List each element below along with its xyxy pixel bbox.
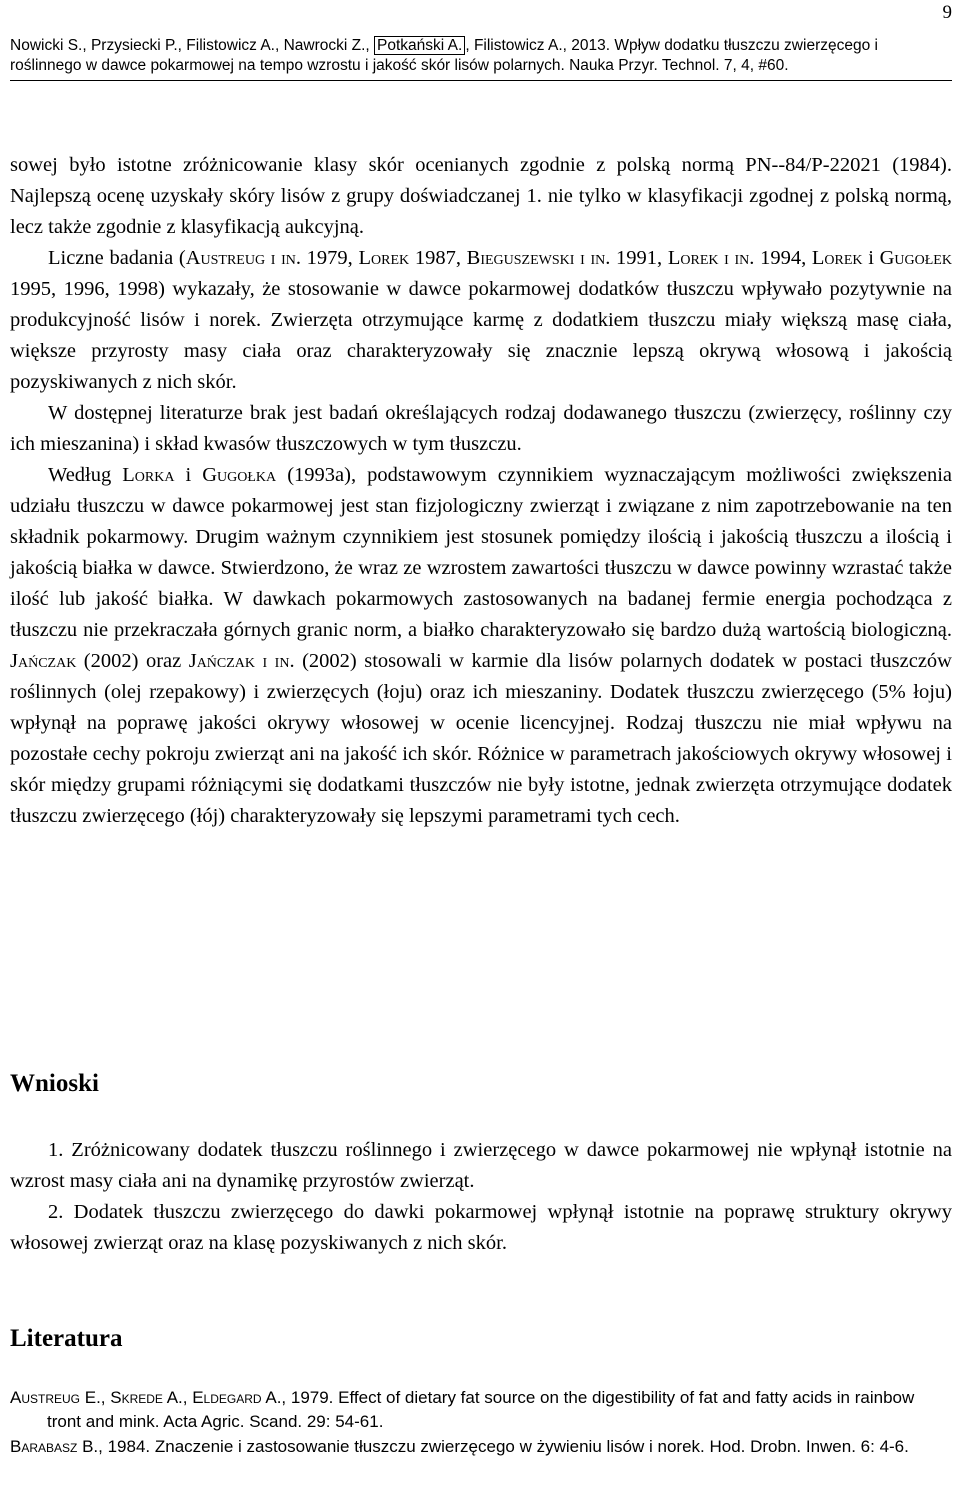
citation-author: Austreug i in. bbox=[185, 247, 301, 269]
paragraph-3: W dostępnej literaturze brak jest badań określających rodzaj dodawanego tłuszczu (zwierzęcy, roślinny czy ich mieszanina) i skład kwasów tłuszczowych w tym tłuszczu. bbox=[10, 402, 952, 455]
paragraph-1: sowej było istotne zróżnicowanie klasy skór ocenianych zgodnie z polską normą PN--84/P-22021 (1984). Najlepszą ocenę uzyskały skóry lisów z grupy doświadczanej 1. nie tylko w klasyfikacji zgodnej z polską normą, lecz także zgodnie z klasyfikacją aukcyjną. bbox=[10, 154, 952, 238]
conclusion-item: 1. Zróżnicowany dodatek tłuszczu roślinnego i zwierzęcego w dawce pokarmowej nie wpłynął istotnie na wzrost masy ciała ani na dynamikę przyrostów zwierząt. bbox=[10, 1139, 952, 1192]
citation-author: Bieguszewski i in. bbox=[466, 247, 611, 269]
reference-details: , 1984. Znaczenie i zastosowanie tłuszczu zwierzęcego w żywieniu lisów i norek. Hod. Drobn. Inwen. 6: 4-6. bbox=[98, 1437, 909, 1456]
text: Liczne badania ( bbox=[48, 247, 186, 269]
citation-author: Lorek bbox=[358, 247, 410, 269]
citation-author: Jańczak i in. bbox=[188, 650, 295, 672]
paragraph-2 bbox=[10, 243, 952, 398]
section-heading-wnioski: Wnioski bbox=[10, 1070, 99, 1097]
text: (1993a), podstawowym czynnikiem wyznaczającym możliwości zwiększenia udziału tłuszczu w dawce pokarmowej jest stan fizjologiczny zwierząt i związane z nim zapotrzebowanie na ten składnik pokarmowy. Drugim ważnym czynnikiem jest stosunek pomiędzy ilością i jakością tłuszczu a ilością i jakością białka w dawce. Stwierdzono, że wraz ze wzrostem zawartości tłuszczu w dawce powinny wzrastać także ilość lub jakość białka. W dawkach pokarmowych zastosowanych na badanej fermie energia pochodząca z tłuszczu nie przekraczała górnych granic norm, a białko charakteryzowało się bardzo dużą wartością biologiczną. bbox=[10, 464, 952, 641]
header-boxed-author: Potkański A. bbox=[374, 36, 465, 55]
reference-authors: Barabasz B. bbox=[10, 1437, 99, 1456]
reference-item bbox=[10, 1386, 952, 1434]
citation-author: Lorek bbox=[811, 247, 863, 269]
text: 1995, 1996, 1998) wykazały, że stosowanie w dawce pokarmowej dodatków tłuszczu wpływało pozytywnie na produkcyjność lisów i norek. Zwierzęta otrzymujące karmę z dodatkiem tłuszczu miały większą masę ciała, większe przyrosty masy ciała oraz charakteryzowały się znacznie lepszą okrywą włosową i jakością pozyskiwanych z nich skór. bbox=[10, 278, 952, 393]
text: i bbox=[862, 247, 880, 269]
citation-author: Lorka bbox=[122, 464, 175, 486]
citation-author: Gugołek bbox=[879, 247, 952, 269]
article-body bbox=[10, 150, 952, 832]
text: Według bbox=[48, 464, 123, 486]
reference-item bbox=[10, 1435, 952, 1459]
reference-authors: Austreug E., Skrede A., Eldegard A. bbox=[10, 1388, 282, 1407]
text: 1979, bbox=[301, 247, 359, 269]
paragraph-4 bbox=[10, 460, 952, 832]
header-citation-rest: , Filistowicz A., 2013. Wpływ dodatku tłuszczu zwierzęcego i roślinnego w dawce pokarmowej na tempo wzrostu i jakość skór lisów polarnych. Nauka Przyr. Technol. 7, 4, #60. bbox=[10, 37, 878, 74]
conclusions-list bbox=[10, 1135, 952, 1259]
header-authors: Nowicki S., Przysiecki P., Filistowicz A., Nawrocki Z., bbox=[10, 37, 375, 54]
text: 1994, bbox=[754, 247, 812, 269]
references-list bbox=[10, 1386, 952, 1460]
citation-author: Lorek i in. bbox=[667, 247, 755, 269]
page-number: 9 bbox=[942, 2, 952, 23]
text: i bbox=[174, 464, 203, 486]
citation-author: Jańczak bbox=[10, 650, 77, 672]
conclusion-item: 2. Dodatek tłuszczu zwierzęcego do dawki pokarmowej wpłynął istotnie na poprawę struktury okrywy włosowej zwierząt oraz na klasę pozyskiwanych z nich skór. bbox=[10, 1201, 952, 1254]
text: 1991, bbox=[610, 247, 668, 269]
text: (2002) oraz bbox=[76, 650, 189, 672]
citation-header bbox=[10, 36, 952, 81]
section-heading-literatura: Literatura bbox=[10, 1325, 123, 1352]
text: 1987, bbox=[409, 247, 467, 269]
citation-author: Gugołka bbox=[202, 464, 277, 486]
reference-details: , 1979. Effect of dietary fat source on the digestibility of fat and fatty acids in rainbow tront and mink. Acta Agric. Scand. 29: 54-61. bbox=[47, 1388, 915, 1431]
text: (2002) stosowali w karmie dla lisów polarnych dodatek w postaci tłuszczów roślinnych (olej rzepakowy) i zwierzęcych (łoju) oraz ich mieszaniny. Dodatek tłuszczu zwierzęcego (5% łoju) wpłynął na poprawę jakości okrywy włosowej w ocenie licencyjnej. Rodzaj tłuszczu nie miał wpływu na pozostałe cechy pokroju zwierząt ani na jakość ich skór. Różnice w parametrach jakościowych okrywy włosowej i skór między grupami różniącymi się dodatkami tłuszczów nie były istotne, jednak zwierzęta otrzymujące dodatek tłuszczu zwierzęcego (łój) charakteryzowały się lepszymi parametrami tych cech. bbox=[10, 650, 952, 827]
